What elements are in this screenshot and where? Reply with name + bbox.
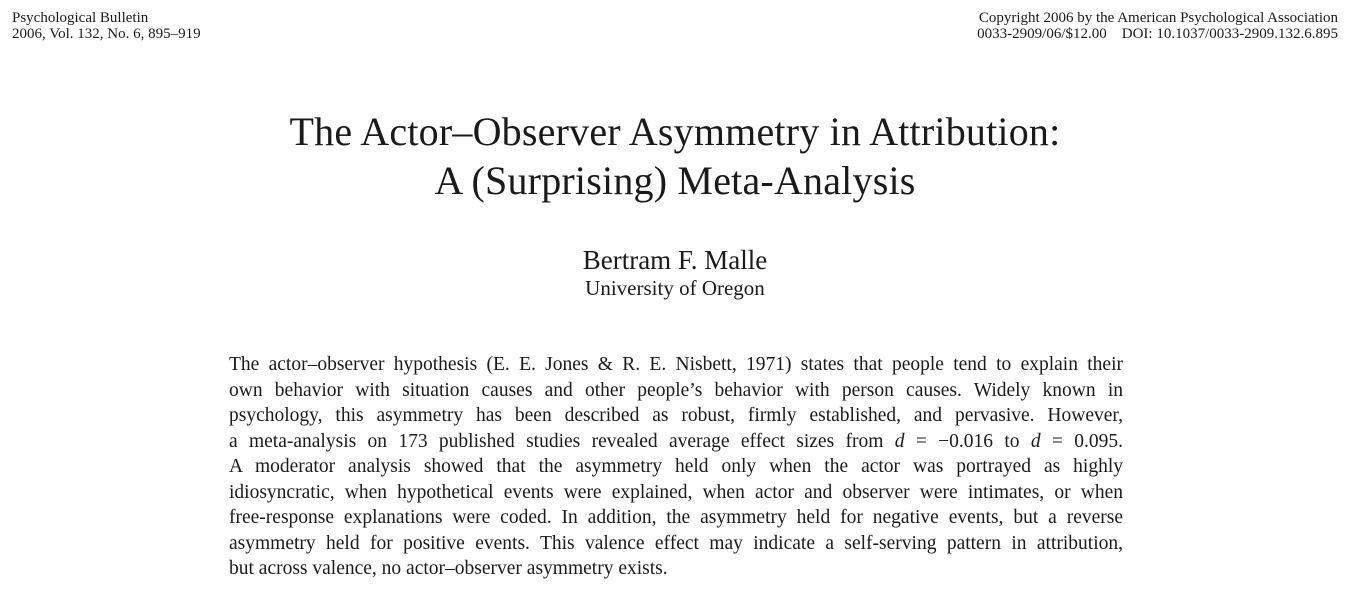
author-affiliation: University of Oregon <box>585 276 765 300</box>
abstract-line-effect-sizes <box>229 429 1123 455</box>
abstract-line: idiosyncratic, when hypothetical events were explained, when actor and observer were intimates, or when <box>229 481 1123 503</box>
abstract-line: but across valence, no actor–observer asymmetry exists. <box>229 558 668 579</box>
copyright-block <box>977 10 1338 42</box>
effect-size-from: = −0.016 to <box>904 430 1031 452</box>
author-name: Bertram F. Malle <box>582 245 768 275</box>
journal-citation <box>12 10 201 42</box>
effect-size-symbol: d <box>894 430 905 452</box>
abstract-line: A moderator analysis showed that the asymmetry held only when the actor was portrayed as highly <box>229 456 1123 477</box>
issn-doi: 0033-2909/06/$12.00 DOI: 10.1037/0033-2909.132.6.895 <box>977 26 1338 42</box>
paper-title <box>0 107 1350 205</box>
title-line-1: The Actor–Observer Asymmetry in Attribution: <box>289 109 1061 154</box>
journal-volume: 2006, Vol. 132, No. 6, 895–919 <box>12 26 201 42</box>
abstract-line-text: a meta-analysis on 173 published studies revealed average effect sizes from <box>229 430 884 452</box>
abstract-line: psychology, this asymmetry has been described as robust, firmly established, and pervasive. However, <box>229 405 1123 426</box>
abstract <box>229 352 1123 582</box>
abstract-line: free-response explanations were coded. In addition, the asymmetry held for negative events, but a reverse <box>229 507 1123 528</box>
effect-size-to: = 0.095. <box>1040 430 1124 452</box>
author-block <box>0 245 1350 301</box>
journal-name: Psychological Bulletin <box>12 10 149 26</box>
abstract-line: The actor–observer hypothesis (E. E. Jones & R. E. Nisbett, 1971) states that people tend to explain their <box>229 354 1123 375</box>
title-line-2: A (Surprising) Meta-Analysis <box>434 158 916 203</box>
abstract-line: own behavior with situation causes and other people’s behavior with person causes. Widely known in <box>229 379 1123 401</box>
effect-size-symbol: d <box>1030 430 1041 452</box>
copyright-notice: Copyright 2006 by the American Psychological Association <box>978 10 1338 26</box>
abstract-line: asymmetry held for positive events. This valence effect may indicate a self-serving pattern in attribution, <box>229 532 1123 554</box>
